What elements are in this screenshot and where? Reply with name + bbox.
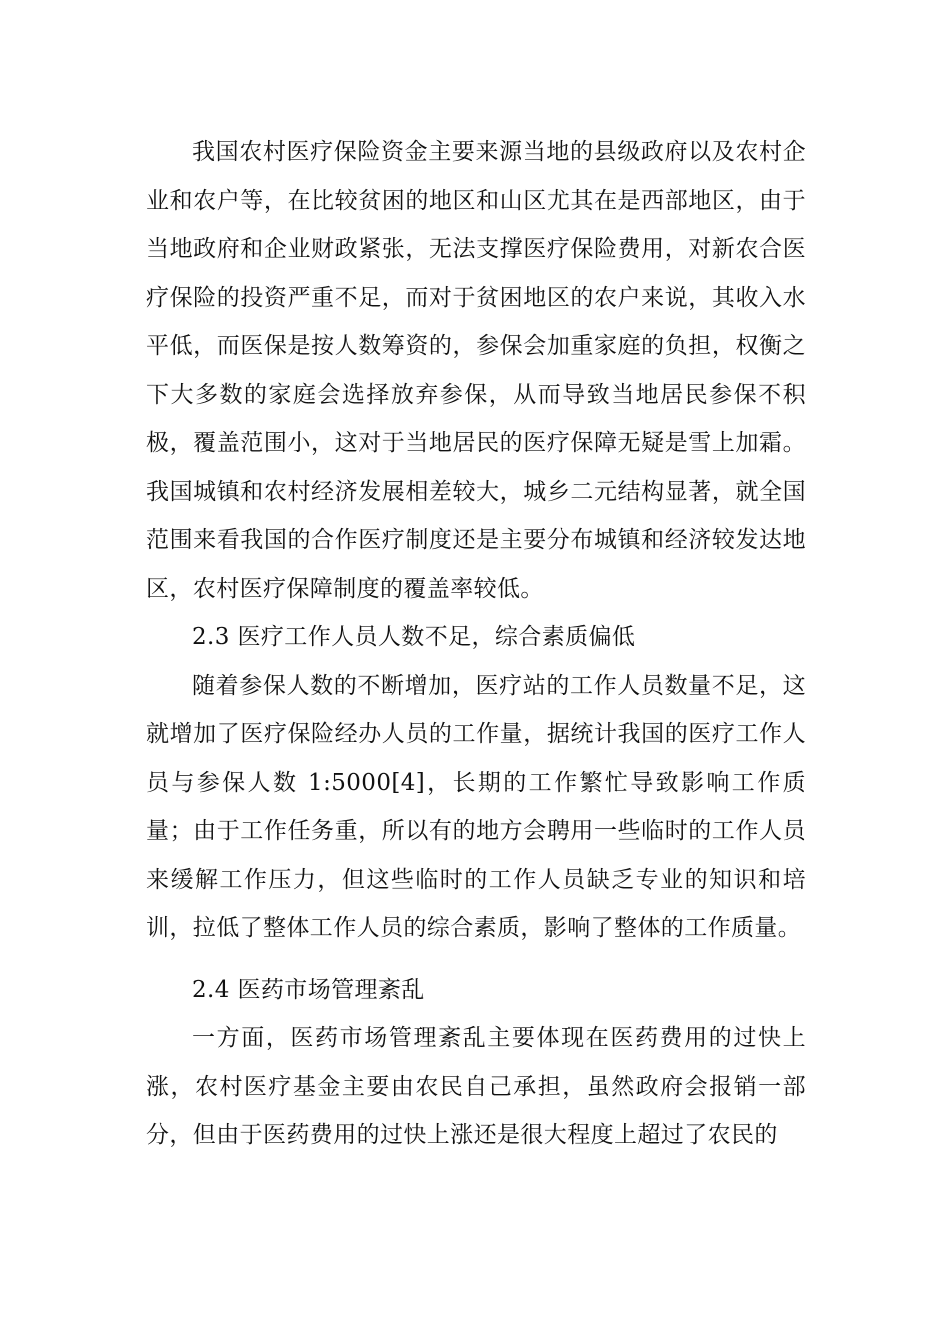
section-heading-2-4: 2.4 医药市场管理紊乱 <box>192 976 425 1003</box>
document-body <box>146 128 806 1160</box>
paragraph-pharma-market: 一方面，医药市场管理紊乱主要体现在医药费用的过快上涨，农村医疗基金主要由农民自己承担，虽然政府会报销一部分，但由于医药费用的过快上涨还是很大程度上超过了农民的 <box>146 1025 806 1148</box>
paragraph-staff-shortage: 随着参保人数的不断增加，医疗站的工作人员数量不足，这就增加了医疗保险经办人员的工作量，据统计我国的医疗工作人员与参保人数 1:5000[4]，长期的工作繁忙导致影响工作质量；由于工作任务重，所以有的地方会聘用一些临时的工作人员来缓解工作压力，但这些临时的工作人员缺乏专业的知识和培训，拉低了整体工作人员的综合素质，影响了整体的工作质量。 <box>146 672 806 941</box>
section-heading-2-3: 2.3 医疗工作人员人数不足，综合素质偏低 <box>192 624 636 650</box>
paragraph-funding-sources: 我国农村医疗保险资金主要来源当地的县级政府以及农村企业和农户等，在比较贫困的地区和山区尤其在是西部地区，由于当地政府和企业财政紧张，无法支撑医疗保险费用，对新农合医疗保险的投资严重不足，而对于贫困地区的农户来说，其收入水平低，而医保是按人数筹资的，参保会加重家庭的负担，权衡之下大多数的家庭会选择放弃参保，从而导致当地居民参保不积极，覆盖范围小，这对于当地居民的医疗保障无疑是雪上加霜。我国城镇和农村经济发展相差较大，城乡二元结构显著，就全国范围来看我国的合作医疗制度还是主要分布城镇和经济较发达地区，农村医疗保障制度的覆盖率较低。 <box>146 139 806 602</box>
